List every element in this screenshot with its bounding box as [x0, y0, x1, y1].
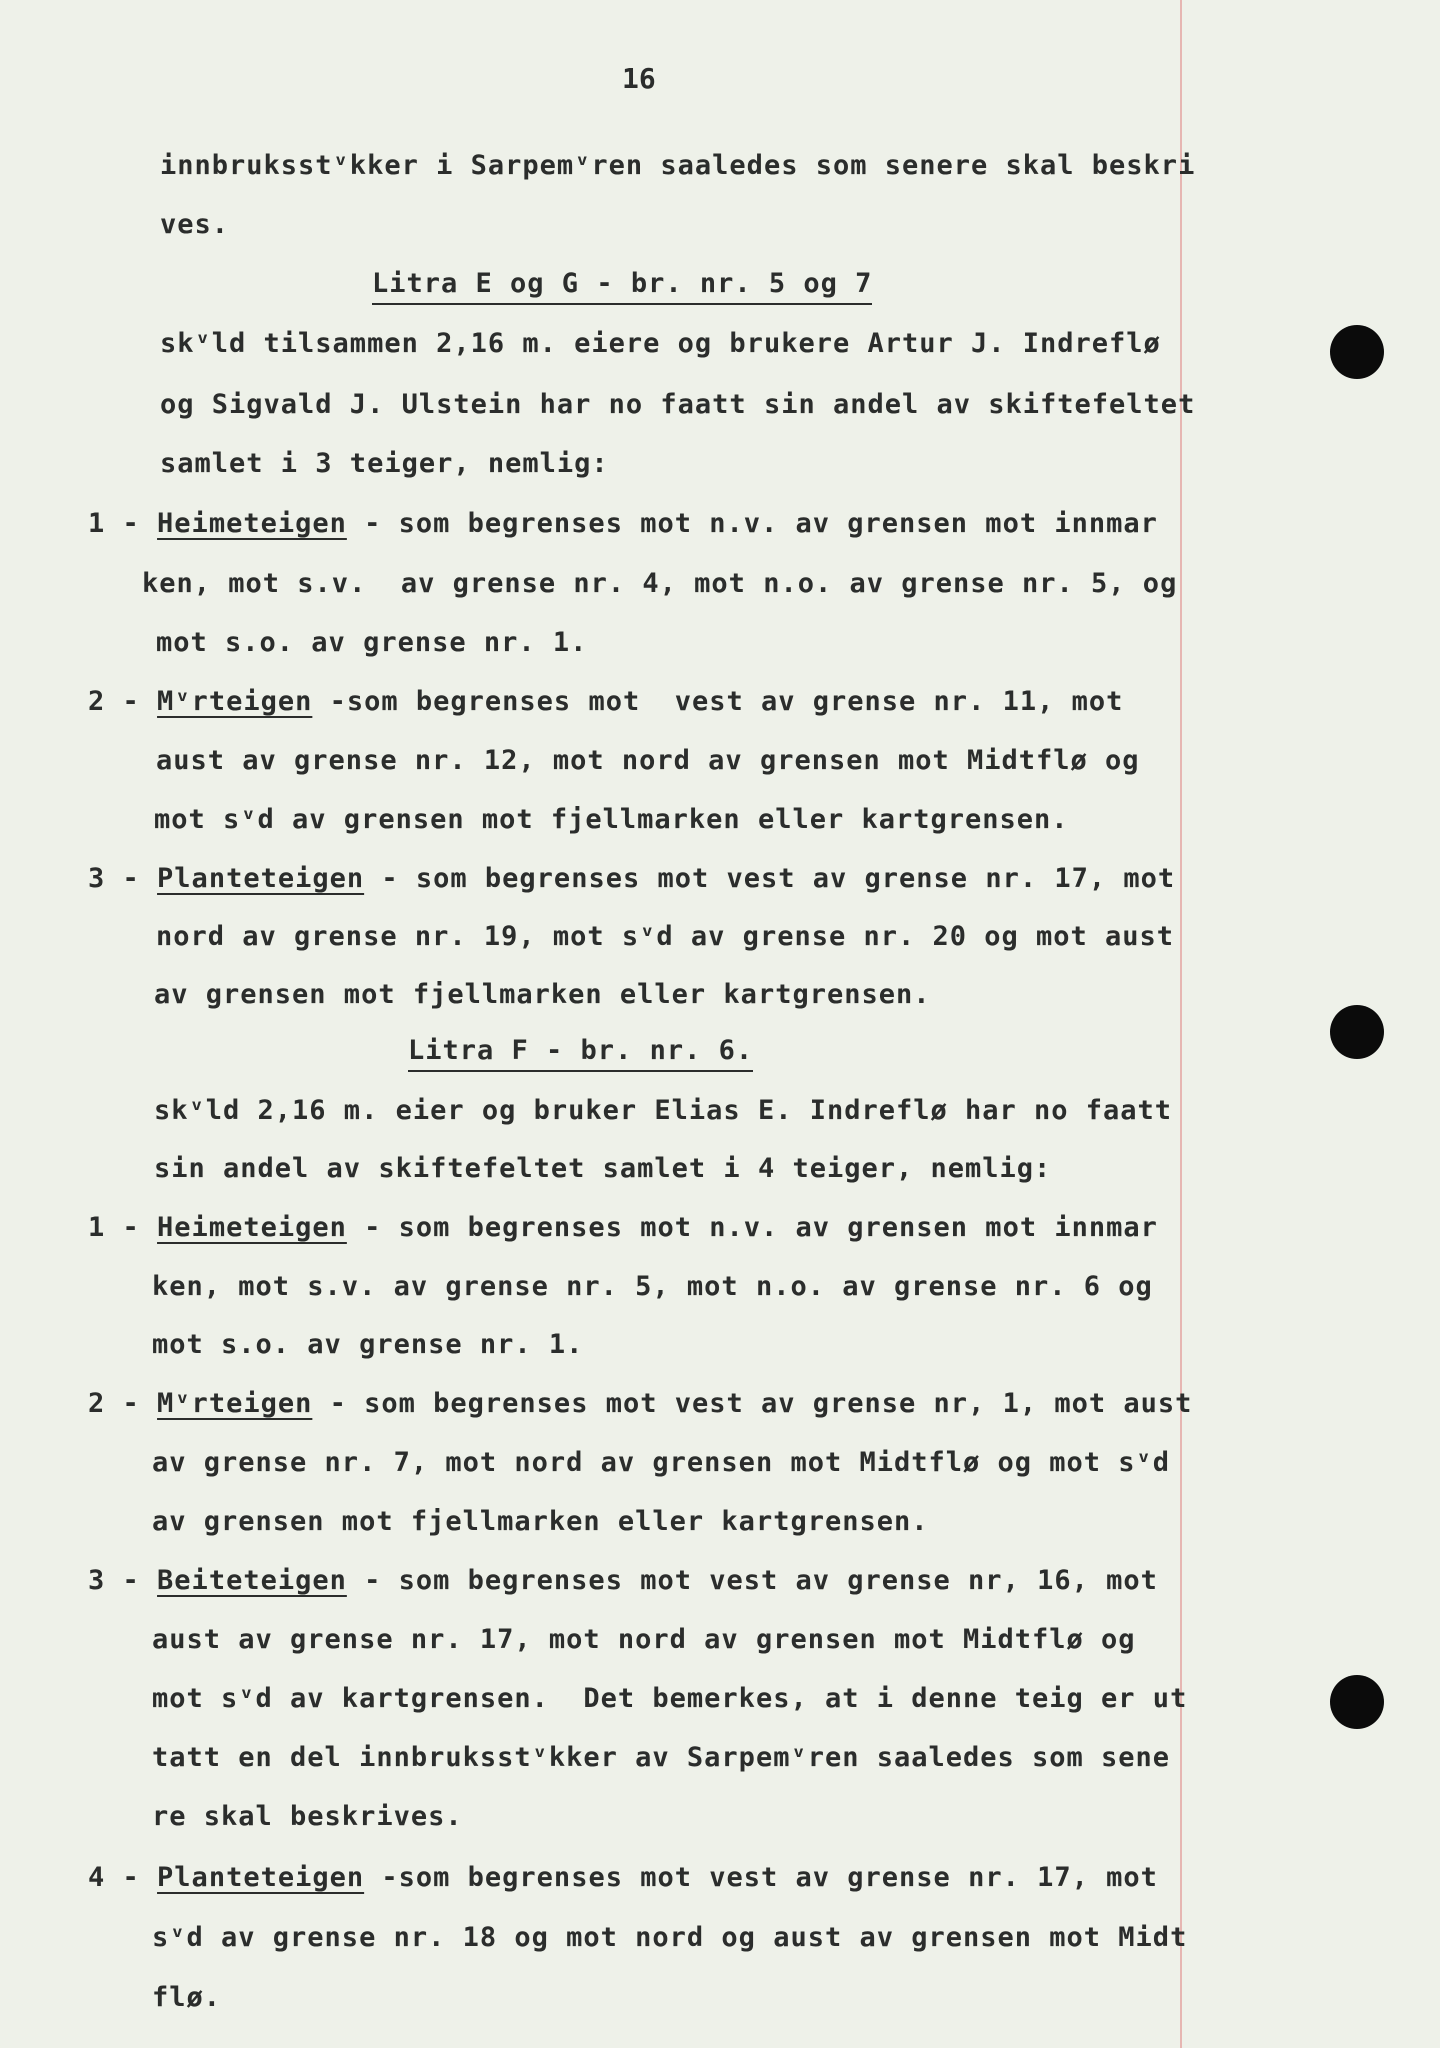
section2-item-4	[88, 1864, 1158, 1891]
item-continuation: mot s.o. av grense nr. 1.	[152, 1329, 584, 1360]
item-name: Mᵛrteigen	[157, 1388, 313, 1419]
section2-para-line-2: sin andel av skiftefeltet samlet i 4 teiger, nemlig:	[154, 1153, 1052, 1184]
item-text: -som begrenses mot vest av grense nr. 11, mot	[312, 686, 1124, 717]
item-continuation: av grensen mot fjellmarken eller kartgrensen.	[154, 979, 931, 1010]
item-text: - som begrenses mot n.v. av grensen mot innmar	[346, 508, 1158, 539]
item-continuation: mot s.o. av grense nr. 1.	[156, 627, 588, 658]
section1-item-1	[88, 510, 1158, 537]
item-text: - som begrenses mot vest av grense nr, 16, mot	[346, 1565, 1158, 1596]
item-continuation: re skal beskrives.	[152, 1801, 463, 1832]
punch-hole-3	[1330, 1675, 1384, 1729]
item-name: Heimeteigen	[157, 508, 347, 539]
item-continuation: tatt en del innbruksstᵛkker av Sarpemᵛren saaledes som sene	[152, 1742, 1171, 1773]
item-continuation: ken, mot s.v. av grense nr. 5, mot n.o. av grense nr. 6 og	[152, 1271, 1153, 1302]
item-continuation: ken, mot s.v. av grense nr. 4, mot n.o. av grense nr. 5, og	[142, 568, 1178, 599]
section1-item-2	[88, 688, 1123, 715]
section2-item-2	[88, 1390, 1192, 1417]
item-number: 1 -	[88, 508, 140, 539]
item-continuation: flø.	[152, 1982, 222, 2013]
margin-rule	[1180, 0, 1182, 2048]
punch-hole-2	[1330, 1005, 1384, 1059]
item-number: 3 -	[88, 863, 140, 894]
section2-item-3	[88, 1567, 1158, 1594]
item-name: Planteteigen	[157, 863, 365, 894]
item-number: 3 -	[88, 1565, 140, 1596]
item-name: Planteteigen	[157, 1862, 365, 1893]
item-text: - som begrenses mot vest av grense nr. 17, mot	[364, 863, 1176, 894]
item-name: Beiteteigen	[157, 1565, 347, 1596]
item-text: - som begrenses mot vest av grense nr, 1, mot aust	[312, 1388, 1193, 1419]
item-continuation: mot sᵛd av kartgrensen. Det bemerkes, at i denne teig er ut	[152, 1683, 1188, 1714]
item-number: 4 -	[88, 1862, 140, 1893]
item-name: Heimeteigen	[157, 1212, 347, 1243]
item-number: 2 -	[88, 686, 140, 717]
section-heading-2: Litra F - br. nr. 6.	[408, 1037, 753, 1072]
section1-item-3	[88, 865, 1175, 892]
item-number: 2 -	[88, 1388, 140, 1419]
intro-line-1: innbruksstᵛkker i Sarpemᵛren saaledes som senere skal beskri	[160, 150, 1196, 181]
item-continuation: av grensen mot fjellmarken eller kartgrensen.	[152, 1506, 929, 1537]
section1-para-line-1: skᵛld tilsammen 2,16 m. eiere og brukere Artur J. Indreflø	[160, 328, 1161, 359]
item-continuation: av grense nr. 7, mot nord av grensen mot Midtflø og mot sᵛd	[152, 1447, 1171, 1478]
item-continuation: mot sᵛd av grensen mot fjellmarken eller kartgrensen.	[154, 804, 1069, 835]
item-continuation: nord av grense nr. 19, mot sᵛd av grense nr. 20 og mot aust	[156, 921, 1175, 952]
item-continuation: aust av grense nr. 17, mot nord av grensen mot Midtflø og	[152, 1624, 1136, 1655]
section2-para-line-1: skᵛld 2,16 m. eier og bruker Elias E. Indreflø har no faatt	[154, 1095, 1173, 1126]
item-continuation: sᵛd av grense nr. 18 og mot nord og aust av grensen mot Midt	[152, 1922, 1188, 1953]
item-continuation: aust av grense nr. 12, mot nord av grensen mot Midtflø og	[156, 745, 1140, 776]
section-heading-1: Litra E og G - br. nr. 5 og 7	[372, 270, 872, 305]
item-text: -som begrenses mot vest av grense nr. 17, mot	[364, 1862, 1158, 1893]
intro-line-2: ves.	[160, 209, 230, 240]
punch-hole-1	[1330, 325, 1384, 379]
item-number: 1 -	[88, 1212, 140, 1243]
section1-para-line-2: og Sigvald J. Ulstein har no faatt sin andel av skiftefeltet	[160, 389, 1196, 420]
item-name: Mᵛrteigen	[157, 686, 313, 717]
section1-para-line-3: samlet i 3 teiger, nemlig:	[160, 448, 609, 479]
item-text: - som begrenses mot n.v. av grensen mot innmar	[346, 1212, 1158, 1243]
section2-item-1	[88, 1214, 1158, 1241]
page-number: 16	[622, 62, 656, 95]
